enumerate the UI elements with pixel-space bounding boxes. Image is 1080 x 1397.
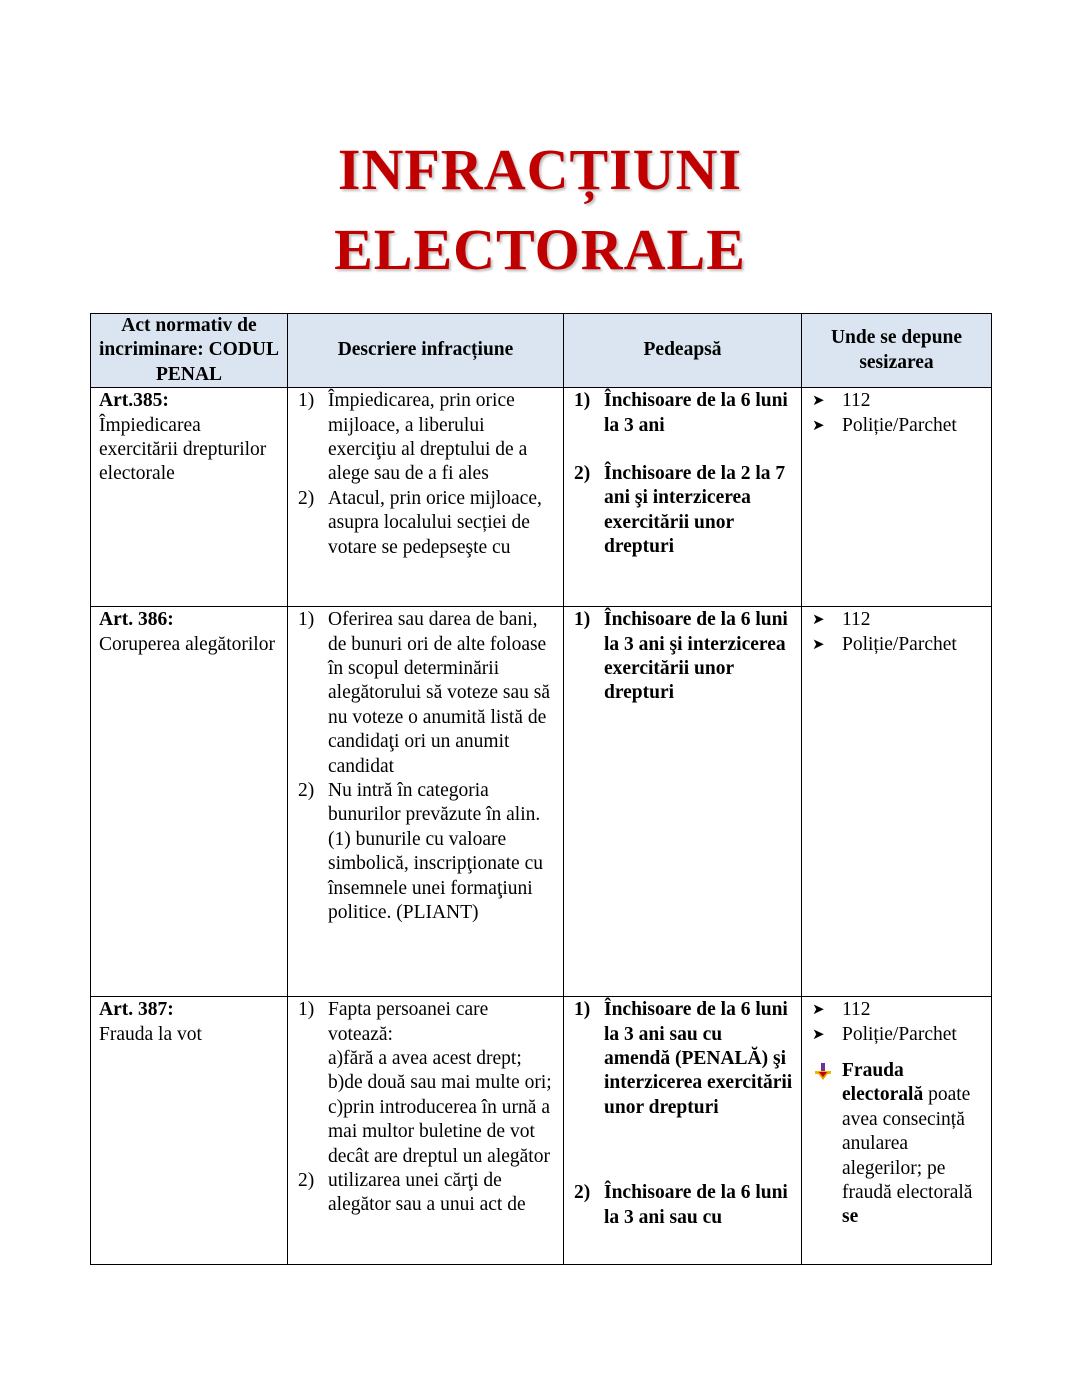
item-number: 2): [574, 1182, 591, 1204]
penalty-cell: [564, 607, 802, 997]
table-header-row: [91, 314, 992, 388]
list-item: [572, 462, 793, 560]
list-item: [572, 389, 793, 438]
item-number: 1): [298, 390, 315, 412]
where-item: 112: [842, 390, 871, 412]
note-text-end: se: [842, 1206, 859, 1228]
header-where: Unde se depune sesizarea: [802, 314, 992, 388]
list-item: [810, 389, 983, 413]
list-item: [296, 389, 555, 487]
list-item: [810, 608, 983, 632]
sub-item: b)de două sau mai multe ori;: [328, 1072, 552, 1094]
item-number: 1): [574, 999, 591, 1021]
list-item: [810, 414, 983, 438]
act-cell: [91, 997, 288, 1265]
item-number: 2): [298, 780, 315, 802]
item-text: Împiedicarea, prin orice mijloace, a liberului exerciţiu al dreptului de a alege sau de a fi ales: [328, 390, 528, 485]
table-row: [91, 607, 992, 997]
offences-table: [90, 313, 992, 1265]
item-text: Închisoare de la 6 luni la 3 ani sau cu: [604, 1182, 788, 1228]
arrowhead-bullet-icon: ➤: [812, 393, 825, 410]
note-text: poate avea consecință anularea alegerilor; pe fraudă electorală: [842, 1084, 973, 1204]
item-text: Atacul, prin orice mijloace, asupra localului secției de votare se pedepseşte cu: [328, 487, 542, 558]
item-number: 1): [574, 609, 591, 631]
where-cell: [802, 997, 992, 1265]
header-penalty: Pedeapsă: [564, 314, 802, 388]
list-item: [572, 998, 793, 1120]
where-item: 112: [842, 609, 871, 631]
item-text: Închisoare de la 2 la 7 ani şi interzicerea exercitării unor drepturi: [604, 463, 786, 558]
list-item: [296, 608, 555, 779]
item-number: 2): [298, 487, 315, 509]
arrowhead-bullet-icon: ➤: [812, 612, 825, 629]
item-text: Fapta persoanei care votează:: [328, 999, 489, 1045]
arrowhead-bullet-icon: ➤: [812, 417, 825, 434]
item-number: 1): [298, 999, 315, 1021]
item-text: Oferirea sau darea de bani, de bunuri ori de alte foloase în scopul determinării alegătorului să voteze sau să nu voteze o anumită listă de candidaţi ori un anumit candidat: [328, 609, 550, 777]
article-name: Coruperea alegătorilor: [99, 633, 275, 655]
article-name: Frauda la vot: [99, 1023, 202, 1045]
document-title: [0, 130, 1080, 290]
item-text: Închisoare de la 6 luni la 3 ani şi interzicerea exercitării unor drepturi: [604, 609, 788, 704]
arrowhead-bullet-icon: ➤: [812, 1002, 825, 1019]
list-item: [296, 779, 555, 925]
title-line-2: ELECTORALE: [334, 217, 746, 282]
description-cell: [288, 607, 564, 997]
table-row: [91, 997, 992, 1265]
list-item: [810, 1023, 983, 1047]
list-item: [296, 1169, 555, 1218]
act-cell: [91, 388, 288, 607]
description-cell: [288, 388, 564, 607]
penalty-cell: [564, 388, 802, 607]
where-item: Poliție/Parchet: [842, 633, 957, 655]
item-text: Nu intră în categoria bunurilor prevăzute în alin. (1) bunurile cu valoare simbolică, inscripţionate cu însemnele unei formaţiuni politice. (PLIANT): [328, 780, 543, 924]
sub-item: c)prin introducerea în urnă a mai multor buletine de vot decât are dreptul un alegător: [328, 1096, 550, 1167]
where-item: Poliție/Parchet: [842, 414, 957, 436]
list-item: [296, 998, 555, 1169]
arrowhead-bullet-icon: ➤: [812, 636, 825, 653]
where-item: 112: [842, 999, 871, 1021]
act-cell: [91, 607, 288, 997]
header-description: Descriere infracțiune: [288, 314, 564, 388]
where-cell: [802, 607, 992, 997]
where-item: Poliție/Parchet: [842, 1023, 957, 1045]
article-number: Art.385:: [99, 390, 169, 412]
note-title: Frauda electorală: [842, 1060, 924, 1106]
colored-arrow-bullet-icon: [812, 1059, 842, 1230]
title-line-1: INFRACȚIUNI: [337, 137, 743, 202]
header-act: Act normativ de incriminare: CODUL PENAL: [91, 314, 288, 388]
fraud-note: [810, 1059, 983, 1230]
arrowhead-bullet-icon: ➤: [812, 1026, 825, 1043]
table-row: [91, 388, 992, 607]
item-number: 1): [298, 609, 315, 631]
article-number: Art. 387:: [99, 999, 174, 1021]
item-text: Închisoare de la 6 luni la 3 ani sau cu amendă (PENALĂ) şi interzicerea exercitării unor drepturi: [604, 999, 793, 1118]
item-number: 1): [574, 390, 591, 412]
item-number: 2): [298, 1170, 315, 1192]
item-number: 2): [574, 463, 591, 485]
list-item: [810, 633, 983, 657]
article-number: Art. 386:: [99, 609, 174, 631]
list-item: [572, 1181, 793, 1230]
article-name: Împiedicarea exercitării drepturilor electorale: [99, 414, 267, 485]
sub-item: a)fără a avea acest drept;: [328, 1048, 522, 1070]
list-item: [572, 608, 793, 706]
where-cell: [802, 388, 992, 607]
list-item: [810, 998, 983, 1022]
description-cell: [288, 997, 564, 1265]
list-item: [296, 487, 555, 560]
item-text: Închisoare de la 6 luni la 3 ani: [604, 390, 788, 436]
penalty-cell: [564, 997, 802, 1265]
item-text: utilizarea unei cărţi de alegător sau a unui act de: [328, 1170, 526, 1216]
